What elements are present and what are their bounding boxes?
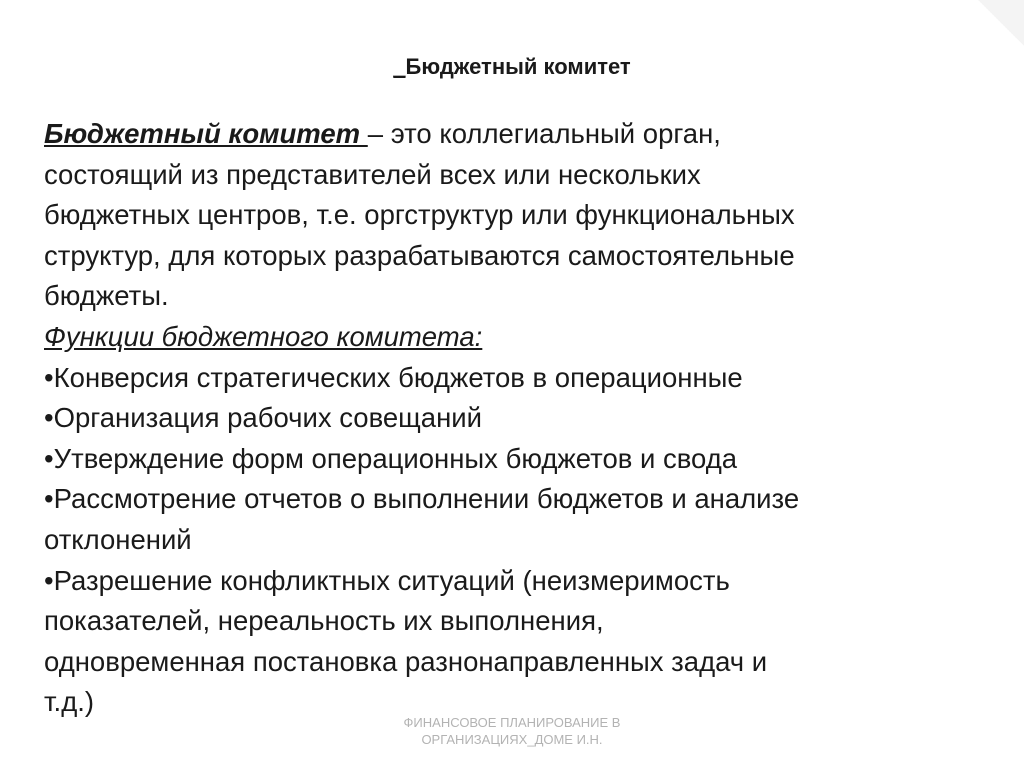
slide-body <box>44 114 994 723</box>
functions-heading: Функции бюджетного комитета: <box>44 320 483 352</box>
slide-title <box>0 54 1024 80</box>
function-item: •Разрешение конфликтных ситуаций (неизмеримость <box>44 564 730 596</box>
function-item: •Организация рабочих совещаний <box>44 402 483 434</box>
definition-term: Бюджетный комитет <box>44 118 368 149</box>
function-item-continued: показателей, нереальность их выполнения, <box>44 605 604 637</box>
definition-text: – это коллегиальный орган, <box>367 118 721 149</box>
definition-line-3: бюджетных центров, т.е. оргструктур или функциональных <box>44 199 795 231</box>
footer-line-1: ФИНАНСОВОЕ ПЛАНИРОВАНИЕ В <box>403 715 621 730</box>
definition-line-5: бюджеты. <box>44 280 169 312</box>
function-item-continued: т.д.) <box>44 686 95 718</box>
title-text: Бюджетный комитет <box>405 54 631 79</box>
definition-line-2: состоящий из представителей всех или нескольких <box>44 158 701 190</box>
page-curl <box>978 0 1024 46</box>
title-underscore: _ <box>393 54 406 79</box>
footer-line-2: ОРГАНИЗАЦИЯХ_ДОМЕ И.Н. <box>421 732 603 747</box>
slide-footer <box>0 714 1024 748</box>
function-item: •Утверждение форм операционных бюджетов и свода <box>44 442 738 474</box>
function-item: •Конверсия стратегических бюджетов в операционные <box>44 361 743 393</box>
definition-line-1 <box>44 114 994 155</box>
function-item: •Рассмотрение отчетов о выполнении бюджетов и анализе <box>44 483 800 515</box>
function-item-continued: отклонений <box>44 523 192 555</box>
function-item-continued: одновременная постановка разнонаправленных задач и <box>44 645 768 677</box>
definition-line-4: структур, для которых разрабатываются самостоятельные <box>44 239 795 271</box>
